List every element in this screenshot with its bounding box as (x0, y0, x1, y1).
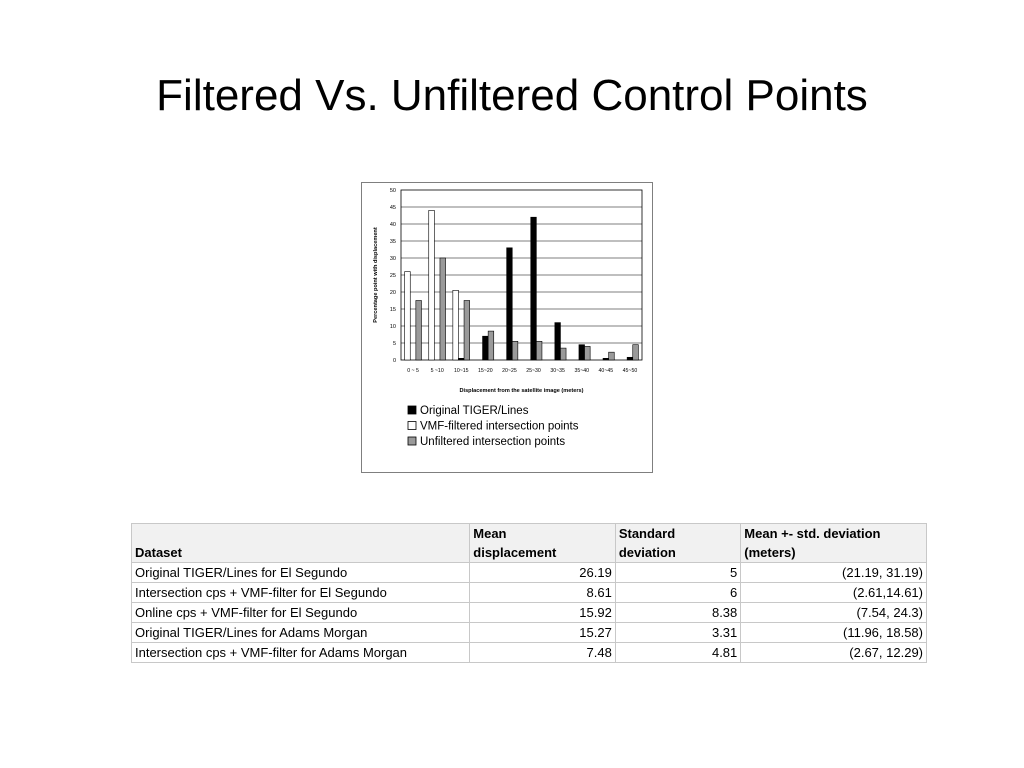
header-dataset (132, 524, 470, 563)
bar-unfiltered-intersection-points (585, 346, 591, 360)
displacement-table (131, 523, 927, 663)
header-std-line1: Standard (618, 526, 676, 541)
bar-original-tiger-lines (507, 248, 513, 360)
cell-range: (2.67, 12.29) (741, 643, 927, 663)
y-tick-label: 15 (389, 307, 396, 313)
x-tick-label: 10~15 (453, 368, 469, 374)
cell-mean: 15.27 (470, 623, 616, 643)
cell-range: (11.96, 18.58) (741, 623, 927, 643)
y-tick-label: 45 (389, 205, 396, 211)
bar-original-tiger-lines (627, 357, 633, 360)
header-range-line1: Mean +- std. deviation (744, 526, 881, 541)
header-mean-line2: displacement (473, 545, 557, 560)
x-tick-label: 35~40 (574, 368, 590, 374)
table-row (132, 583, 927, 603)
cell-dataset: Intersection cps + VMF-filter for El Segundo (132, 583, 470, 603)
table-row (132, 563, 927, 583)
cell-dataset: Intersection cps + VMF-filter for Adams Morgan (132, 643, 470, 663)
x-tick-label: 20~25 (502, 368, 517, 374)
cell-dataset: Original TIGER/Lines for El Segundo (132, 563, 470, 583)
cell-range: (2.61,14.61) (741, 583, 927, 603)
bar-unfiltered-intersection-points (633, 345, 639, 360)
cell-mean: 15.92 (470, 603, 616, 623)
header-standard-deviation (615, 524, 740, 563)
cell-std: 3.31 (615, 623, 740, 643)
cell-dataset: Online cps + VMF-filter for El Segundo (132, 603, 470, 623)
cell-dataset: Original TIGER/Lines for Adams Morgan (132, 623, 470, 643)
x-tick-label: 0 ~ 5 (407, 368, 419, 374)
x-tick-label: 25~30 (526, 368, 541, 374)
header-dataset-line1: Dataset (135, 545, 182, 560)
cell-mean: 26.19 (470, 563, 616, 583)
legend-swatch (408, 406, 416, 414)
bar-vmf-filtered-intersection-points (429, 210, 435, 360)
bar-unfiltered-intersection-points (536, 341, 542, 360)
y-axis-label: Percentage point with displacement (373, 227, 379, 323)
header-mean-line1: Mean (473, 526, 507, 541)
x-tick-label: 45~50 (622, 368, 638, 374)
cell-mean: 8.61 (470, 583, 616, 603)
bar-vmf-filtered-intersection-points (453, 290, 459, 360)
y-tick-label: 25 (389, 273, 396, 279)
bar-vmf-filtered-intersection-points (405, 272, 411, 360)
cell-std: 5 (615, 563, 740, 583)
legend-swatch (408, 422, 416, 430)
legend-label: VMF-filtered intersection points (420, 420, 579, 433)
y-tick-label: 0 (392, 358, 396, 364)
legend-label: Original TIGER/Lines (420, 405, 529, 417)
table-row (132, 643, 927, 663)
bar-unfiltered-intersection-points (488, 331, 494, 360)
x-tick-label: 30~35 (550, 368, 565, 374)
y-tick-label: 40 (389, 222, 396, 228)
y-tick-label: 20 (389, 290, 396, 296)
cell-std: 8.38 (615, 603, 740, 623)
bar-unfiltered-intersection-points (440, 258, 446, 360)
y-tick-label: 35 (389, 239, 396, 245)
bar-unfiltered-intersection-points (560, 348, 566, 360)
x-tick-label: 5 ~10 (430, 368, 444, 374)
y-tick-label: 50 (389, 188, 396, 194)
header-mean-range (741, 524, 927, 563)
x-tick-label: 15~20 (478, 368, 493, 374)
bar-unfiltered-intersection-points (609, 352, 615, 360)
table-row (132, 623, 927, 643)
cell-mean: 7.48 (470, 643, 616, 663)
header-mean-displacement (470, 524, 616, 563)
bar-unfiltered-intersection-points (512, 341, 518, 360)
table-row (132, 603, 927, 623)
table-header-row (132, 524, 927, 563)
y-tick-label: 10 (389, 324, 396, 330)
cell-range: (7.54, 24.3) (741, 603, 927, 623)
cell-std: 6 (615, 583, 740, 603)
bar-original-tiger-lines (555, 323, 561, 360)
bar-original-tiger-lines (483, 336, 489, 360)
legend-label: Unfiltered intersection points (420, 436, 566, 448)
bar-unfiltered-intersection-points (464, 301, 470, 361)
y-tick-label: 30 (389, 256, 396, 262)
bar-original-tiger-lines (603, 358, 609, 360)
chart-canvas (362, 183, 654, 474)
header-range-line2: (meters) (744, 545, 796, 560)
bar-original-tiger-lines (579, 345, 585, 360)
x-tick-label: 40~45 (598, 368, 614, 374)
histogram-chart (361, 182, 653, 473)
cell-range: (21.19, 31.19) (741, 563, 927, 583)
header-std-line2: deviation (618, 545, 676, 560)
y-tick-label: 5 (392, 341, 396, 347)
cell-std: 4.81 (615, 643, 740, 663)
legend-swatch (408, 437, 416, 445)
bar-unfiltered-intersection-points (416, 301, 422, 361)
slide-title: Filtered Vs. Unfiltered Control Points (156, 71, 868, 120)
bar-original-tiger-lines (531, 217, 537, 360)
x-axis-label: Displacement from the satellite image (meters) (459, 388, 584, 394)
bar-original-tiger-lines (458, 358, 464, 360)
